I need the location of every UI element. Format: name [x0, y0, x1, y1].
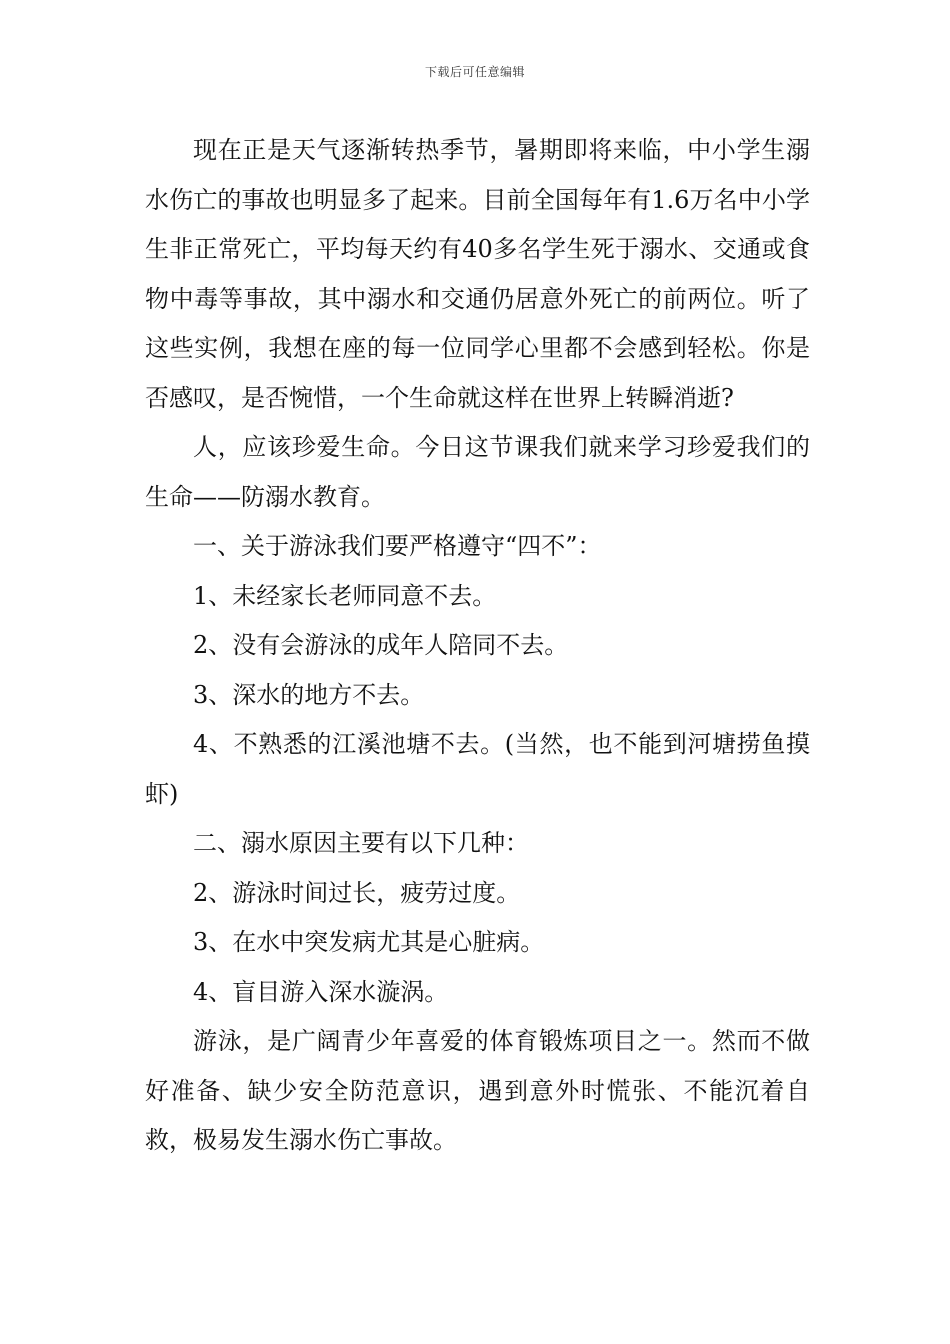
document-body	[145, 126, 810, 1166]
list-item: 2、没有会游泳的成年人陪同不去。	[193, 631, 569, 659]
list-item: 3、深水的地方不去。	[193, 680, 425, 709]
section-heading-four-nots: 一、关于游泳我们要严格遵守“四不”：	[193, 532, 602, 560]
paragraph-intro: 现在正是天气逐渐转热季节，暑期即将来临，中小学生溺水伤亡的事故也明显多了起来。目前全国每年有1.6万名中小学生非正常死亡，平均每天约有40多名学生死于溺水、交通或食物中毒等事故，其中溺水和交通仍居意外死亡的前两位。听了这些实例，我想在座的每一位同学心里都不会感到轻松。你是否感叹，是否惋惜，一个生命就这样在世界上转瞬消逝?	[145, 136, 810, 412]
list-item: 1、未经家长老师同意不去。	[193, 581, 497, 610]
paragraph-swimming-safety: 游泳，是广阔青少年喜爱的体育锻炼项目之一。然而不做好准备、缺少安全防范意识，遇到意外时慌张、不能沉着自救，极易发生溺水伤亡事故。	[145, 1027, 810, 1154]
section-heading-drowning-causes: 二、溺水原因主要有以下几种：	[193, 829, 529, 857]
list-item: 2、游泳时间过长，疲劳过度。	[193, 878, 521, 907]
list-item: 4、不熟悉的江溪池塘不去。(当然，也不能到河塘捞鱼摸虾)	[145, 730, 810, 808]
list-item: 4、盲目游入深水漩涡。	[193, 977, 449, 1006]
page-header: 下载后可任意编辑	[424, 65, 525, 79]
paragraph-cherish-life: 人，应该珍爱生命。今日这节课我们就来学习珍爱我们的生命——防溺水教育。	[145, 433, 810, 511]
list-item: 3、在水中突发病尤其是心脏病。	[193, 928, 545, 956]
